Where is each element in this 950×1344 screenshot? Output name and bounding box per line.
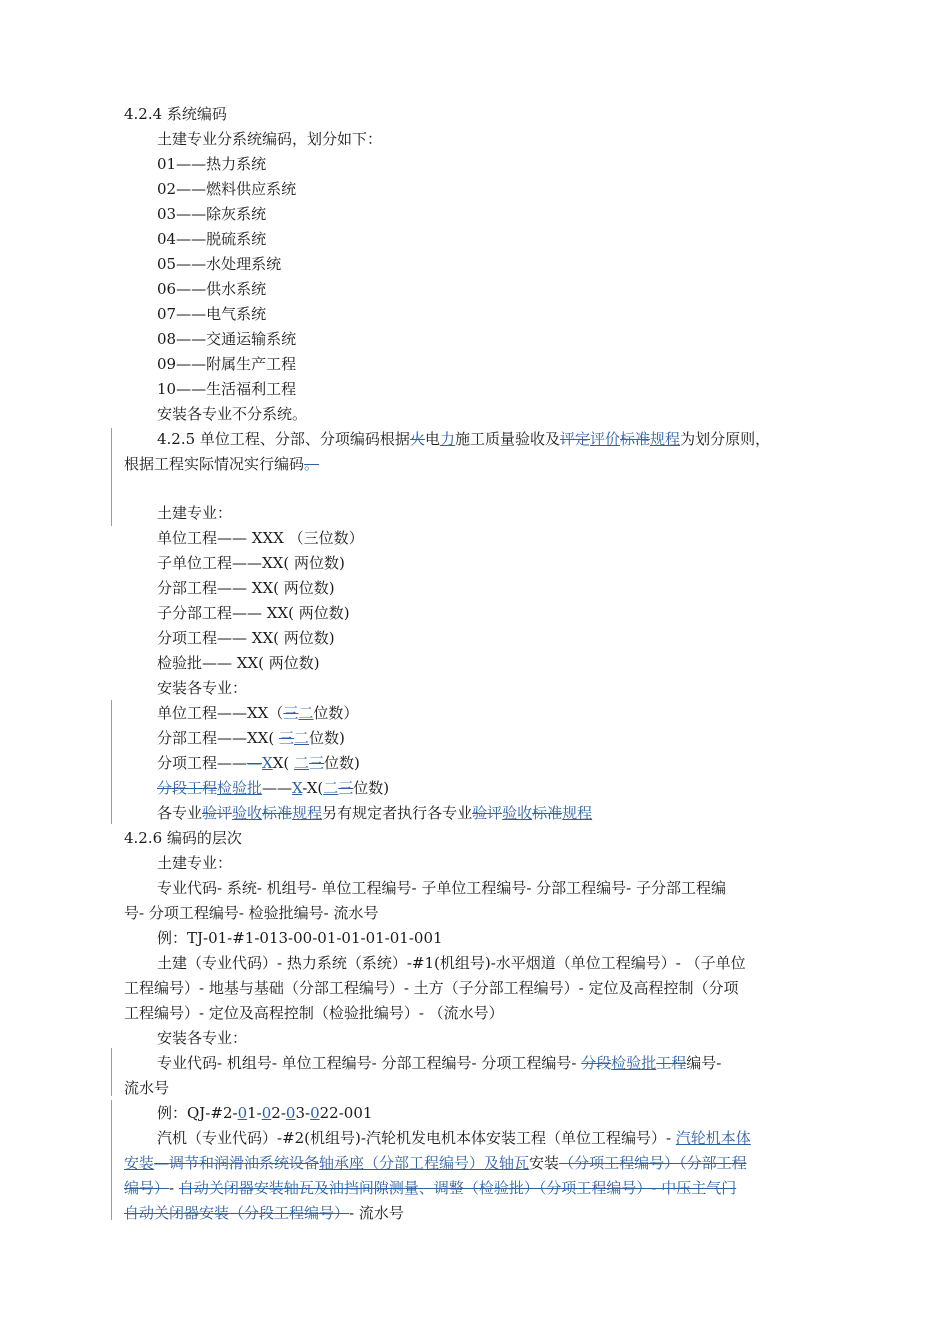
civil-code-item: 子单位工程——XX( 两位数) bbox=[157, 554, 345, 572]
inserted-text: 验收 bbox=[232, 804, 263, 822]
text: 例：QJ-#2- bbox=[157, 1104, 238, 1122]
civil-code-item: 子分部工程—— XX( 两位数) bbox=[157, 604, 350, 622]
inserted-text: 评价 bbox=[590, 430, 621, 448]
deleted-text: 编号） bbox=[124, 1179, 170, 1197]
civil-explanation: 工程编号）- 定位及高程控制（检验批编号）- （流水号） bbox=[124, 1004, 504, 1022]
text: 为划分原则， bbox=[680, 430, 771, 448]
inserted-text: 检验批 bbox=[217, 779, 263, 797]
deleted-text: 火 bbox=[409, 430, 425, 448]
install-explanation bbox=[157, 1128, 751, 1148]
inserted-text: 0 bbox=[285, 1104, 296, 1122]
inserted-text: 规程 bbox=[292, 804, 323, 822]
deleted-text: 验评 bbox=[472, 804, 503, 822]
text: 位数） bbox=[313, 704, 359, 722]
civil-example: 例：TJ-01-#1-013-00-01-01-01-01-001 bbox=[157, 929, 443, 947]
install-example bbox=[157, 1103, 372, 1123]
inserted-text: 规程 bbox=[562, 804, 593, 822]
civil-code-item: 单位工程—— XXX （三位数） bbox=[157, 529, 364, 547]
text: 2- bbox=[271, 1104, 286, 1122]
deleted-text: 三 bbox=[338, 779, 354, 797]
system-item: 09——附属生产工程 bbox=[157, 355, 297, 373]
system-item: 10——生活福利工程 bbox=[157, 380, 297, 398]
install-explanation bbox=[124, 1178, 736, 1198]
change-bar bbox=[111, 700, 112, 824]
system-item: 04——脱硫系统 bbox=[157, 230, 267, 248]
system-intro: 土建专业分系统编码，划分如下： bbox=[157, 130, 383, 148]
install-code-item bbox=[157, 778, 389, 798]
deleted-text: 标准 bbox=[532, 804, 563, 822]
text: 编号- bbox=[686, 1054, 722, 1072]
system-item: 06——供水系统 bbox=[157, 280, 267, 298]
inserted-text: 二 bbox=[294, 729, 310, 747]
text: 1- bbox=[247, 1104, 262, 1122]
deleted-text: 三 bbox=[283, 704, 299, 722]
text: 位数) bbox=[309, 729, 345, 747]
inserted-text: 汽轮机本体 bbox=[675, 1129, 751, 1147]
text: —— bbox=[262, 779, 293, 797]
civil-code-item: 分部工程—— XX( 两位数) bbox=[157, 579, 335, 597]
install-format bbox=[157, 1053, 721, 1073]
install-explanation bbox=[124, 1153, 747, 1173]
text: 各专业 bbox=[157, 804, 203, 822]
install-explanation bbox=[124, 1203, 404, 1223]
civil-format: 专业代码- 系统- 机组号- 单位工程编号- 子单位工程编号- 分部工程编号- 子分部工程编 bbox=[157, 879, 727, 897]
install-format-continued: 流水号 bbox=[124, 1079, 170, 1097]
text: - 流水号 bbox=[349, 1204, 404, 1222]
text: 3- bbox=[295, 1104, 311, 1122]
deleted-text: 三 bbox=[278, 729, 294, 747]
text: 另有规定者执行各专业 bbox=[322, 804, 473, 822]
change-bar bbox=[111, 1048, 112, 1096]
text: 位数) bbox=[353, 779, 390, 797]
install-label: 安装各专业： bbox=[157, 679, 248, 697]
inserted-text: 二 bbox=[294, 754, 310, 772]
deleted-text: 。 bbox=[304, 455, 320, 473]
system-item: 05——水处理系统 bbox=[157, 255, 282, 273]
inserted-text: 0 bbox=[237, 1104, 248, 1122]
text: 施工质量验收及 bbox=[454, 430, 560, 448]
civil-explanation: 土建（专业代码）- 热力系统（系统）-#1(机组号)-水平烟道（单位工程编号）- （子单位 bbox=[157, 954, 746, 972]
text: 分部工程——XX( bbox=[157, 729, 279, 747]
inserted-text: 轴承座（分部工程编号）及轴瓦 bbox=[319, 1154, 530, 1172]
inserted-text: 0 bbox=[310, 1104, 320, 1122]
section-heading-4-2-4: 4.2.4 系统编码 bbox=[124, 105, 227, 123]
deleted-text: 分段工程 bbox=[157, 779, 218, 797]
section-paragraph-4-2-5 bbox=[157, 429, 770, 449]
deleted-text: 分段 bbox=[581, 1054, 612, 1072]
deleted-text: 验评 bbox=[202, 804, 233, 822]
inserted-text: 0 bbox=[261, 1104, 272, 1122]
change-bar bbox=[111, 428, 112, 526]
text: 汽机（专业代码）-#2(机组号)-汽轮机发电机本体安装工程（单位工程编号）- bbox=[157, 1129, 676, 1147]
text: 根据工程实际情况实行编码 bbox=[124, 455, 305, 473]
deleted-text: 标准 bbox=[262, 804, 293, 822]
deleted-text: 自动关闭器安装（分段工程编号） bbox=[124, 1204, 350, 1222]
install-label: 安装各专业： bbox=[157, 1029, 248, 1047]
deleted-text: — bbox=[247, 754, 263, 772]
civil-explanation: 工程编号）- 地基与基础（分部工程编号）- 土方（子分部工程编号）- 定位及高程控制（分项 bbox=[124, 979, 739, 997]
system-item: 01——热力系统 bbox=[157, 155, 267, 173]
civil-label: 土建专业： bbox=[157, 854, 233, 872]
install-code-item bbox=[157, 703, 358, 723]
civil-code-item: 检验批—— XX( 两位数) bbox=[157, 654, 320, 672]
inserted-text: 规程 bbox=[650, 430, 681, 448]
system-item: 02——燃料供应系统 bbox=[157, 180, 297, 198]
inserted-text: 安装 bbox=[124, 1154, 155, 1172]
system-item: 08——交通运输系统 bbox=[157, 330, 297, 348]
civil-label: 土建专业： bbox=[157, 504, 233, 522]
text: 电 bbox=[424, 430, 440, 448]
text: 22-001 bbox=[319, 1104, 373, 1122]
deleted-text: 自动关闭器安装轴瓦及油挡间隙测量、调整（检验批）（分项工程编号）- 中压主气门 bbox=[178, 1179, 737, 1197]
text: 单位工程——XX（ bbox=[157, 704, 284, 722]
section-heading-4-2-6: 4.2.6 编码的层次 bbox=[124, 829, 242, 847]
install-no-system-note: 安装各专业不分系统。 bbox=[157, 405, 308, 423]
deleted-text: 标准 bbox=[620, 430, 651, 448]
inserted-text: 验收 bbox=[502, 804, 533, 822]
inserted-text: X bbox=[292, 779, 303, 797]
change-bar bbox=[111, 1100, 112, 1220]
install-code-item bbox=[157, 728, 345, 748]
inserted-text: 二 bbox=[323, 779, 339, 797]
text: - bbox=[169, 1179, 179, 1197]
text: X( bbox=[272, 754, 295, 772]
text: 安装 bbox=[529, 1154, 560, 1172]
deleted-text: （分项工程编号）（分部工程 bbox=[559, 1154, 747, 1172]
text: -X( bbox=[302, 779, 324, 797]
deleted-text: 三 bbox=[309, 754, 325, 772]
inserted-text: 二 bbox=[298, 704, 314, 722]
deleted-text: 评定 bbox=[560, 430, 591, 448]
deleted-text: —调节和润滑油系统设备 bbox=[154, 1154, 320, 1172]
install-code-item bbox=[157, 753, 360, 773]
civil-format-continued: 号- 分项工程编号- 检验批编号- 流水号 bbox=[124, 904, 379, 922]
deleted-text: 工程 bbox=[656, 1054, 687, 1072]
inserted-text: 力 bbox=[439, 430, 455, 448]
civil-code-item: 分项工程—— XX( 两位数) bbox=[157, 629, 335, 647]
system-item: 07——电气系统 bbox=[157, 305, 267, 323]
text: 专业代码- 机组号- 单位工程编号- 分部工程编号- 分项工程编号- bbox=[157, 1054, 582, 1072]
inserted-text: 检验批 bbox=[611, 1054, 657, 1072]
text: 4.2.5 单位工程、分部、分项编码根据 bbox=[157, 430, 410, 448]
text: 位数) bbox=[324, 754, 360, 772]
system-item: 03——除灰系统 bbox=[157, 205, 267, 223]
inserted-text: X bbox=[262, 754, 273, 772]
section-paragraph-continued bbox=[124, 454, 319, 474]
rule-paragraph bbox=[157, 803, 592, 823]
text: 分项工程—— bbox=[157, 754, 248, 772]
